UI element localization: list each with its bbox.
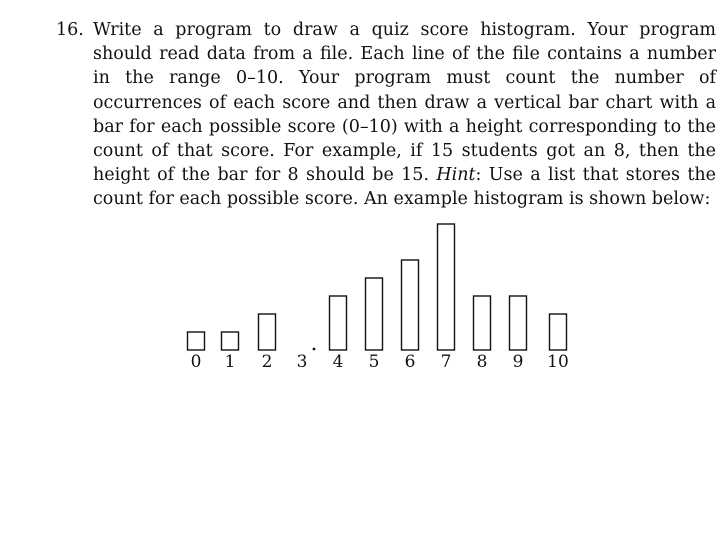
histogram-bar-0 [188,332,205,350]
histogram-label-10: 10 [547,352,569,372]
histogram-label-9: 9 [512,352,524,372]
histogram-label-1: 1 [224,352,236,372]
histogram-bar-7 [438,224,455,350]
histogram-label-6: 6 [404,352,416,372]
histogram-bar-1 [222,332,239,350]
histogram-label-2: 2 [261,352,273,372]
histogram-label-4: 4 [332,352,344,372]
histogram-bar-5 [366,278,383,350]
exercise-number: 16. [56,20,84,40]
histogram-bar-8 [474,296,491,350]
histogram-label-8: 8 [476,352,488,372]
histogram-label-3: 3 [296,352,308,372]
histogram-bar-3 [313,348,316,351]
histogram-bar-9 [510,296,527,350]
histogram-bar-10 [550,314,567,350]
histogram-label-5: 5 [368,352,380,372]
hint-text: : Use a list that stores the count for each possible score. An example histogram is shown below: [93,165,716,210]
histogram-label-7: 7 [440,352,452,372]
histogram-label-0: 0 [190,352,202,372]
histogram-bar-2 [259,314,276,350]
histogram-bar-6 [402,260,419,350]
hint-label: Hint [436,165,476,186]
histogram-bar-4 [330,296,347,350]
exercise-body: Write a program to draw a quiz score histogram. Your program should read data from a file. Each line of the file contains a number in the range 0–10. Your program must count the number of occurrences of each score and then draw a vertical bar chart with a bar for each possible score (0–10) with a height corresponding to the count of that score. For example, if 15 students got an 8, then the height of the bar for 8 should be 15. [93,20,716,186]
